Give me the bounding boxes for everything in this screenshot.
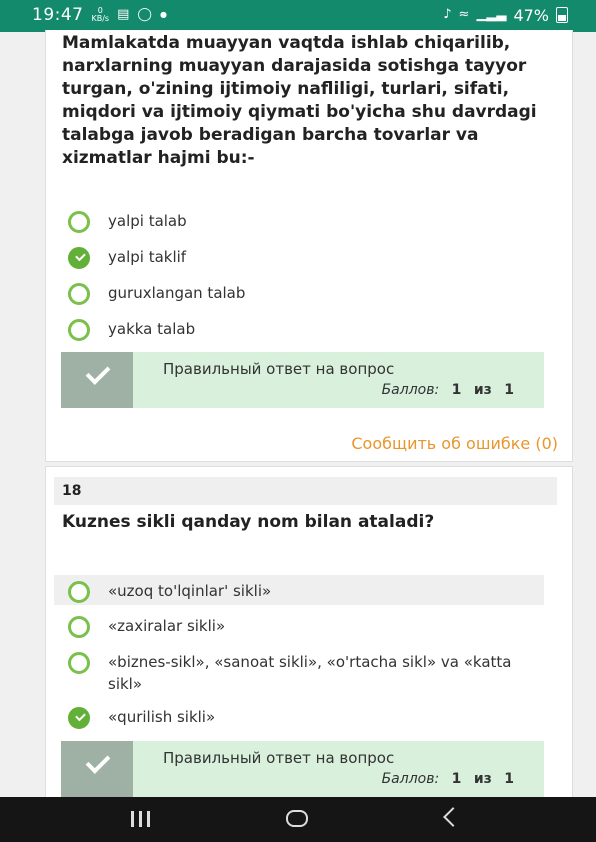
score-of: из [473,771,492,787]
feedback-title: Правильный ответ на вопрос [163,749,395,767]
checkmark-icon [61,741,133,797]
status-bar [0,0,596,32]
score-label: Баллов: [381,771,440,787]
answer-label: «zaxiralar sikli» [108,617,226,635]
answer-label: «biznes-sikl», «sanoat sikli», «o'rtacha sikl» va «katta sikl» [108,653,512,693]
question-number: 18 [62,483,82,499]
answer-option-hovered[interactable] [54,575,544,605]
score-value: 1 [451,382,462,398]
radio-button[interactable] [68,319,90,341]
answer-option[interactable] [54,210,544,233]
answer-option[interactable] [54,318,544,341]
score-label: Баллов: [381,382,440,398]
score-value: 1 [451,771,462,787]
answer-option[interactable] [54,282,544,305]
answer-label: yalpi talab [108,212,187,230]
answer-label: yalpi taklif [108,248,187,266]
score-of: из [473,382,492,398]
gallery-icon: ▤ [117,7,130,22]
signal-icon: ▁▂▃ [476,7,507,22]
question-number-bar [54,477,557,505]
question-card-2 [45,466,573,806]
radio-button[interactable] [68,652,90,674]
answer-option-selected[interactable] [54,706,544,729]
question-text: Kuznes sikli qanday nom bilan ataladi? [62,512,435,532]
feedback-score [382,382,514,398]
answer-label: yakka talab [108,320,196,338]
checkmark-icon [61,352,133,408]
chat-icon: ◯ [137,7,152,22]
radio-button[interactable] [68,581,90,603]
answer-option[interactable] [54,615,544,638]
answer-label: «uzoq to'lqinlar' sikli» [108,582,272,600]
answer-label: guruxlangan talab [108,284,246,302]
wifi-icon: ≈ [458,7,470,22]
answer-option[interactable] [54,651,544,695]
correct-answer-feedback [61,352,544,408]
home-icon[interactable] [286,810,308,827]
question-text: Mamlakatda muayyan vaqtda ishlab chiqarilib, narxlarning muayyan darajasida sotishga tayyor turgan, o'zining ijtimoiy nafliligi, turlari, sifati, miqdori va ijtimoiy qiymati bo'yicha shu davrdagi talabga javob beradigan barcha tovarlar va xizmatlar hajmi bu:- [62,33,537,168]
question-card-1 [45,30,573,462]
score-max: 1 [504,771,514,787]
score-max: 1 [504,382,514,398]
recent-apps-icon[interactable] [131,811,150,827]
radio-button[interactable] [68,616,90,638]
mute-icon: ♪ [443,7,452,22]
radio-button[interactable] [68,211,90,233]
correct-answer-feedback [61,741,544,797]
battery-icon [556,7,568,23]
answer-label: «qurilish sikli» [108,708,216,726]
feedback-title: Правильный ответ на вопрос [163,360,395,378]
battery-percent: 47% [513,5,549,25]
answer-option-selected[interactable] [54,246,544,269]
report-error-link[interactable]: Сообщить об ошибке (0) [351,434,558,453]
checked-radio-icon[interactable] [68,707,90,729]
navigation-bar [0,797,596,842]
dot-icon: ● [159,10,167,19]
feedback-score [382,771,514,787]
clock: 19:47 [32,5,84,25]
checked-radio-icon[interactable] [68,247,90,269]
back-icon[interactable] [443,807,463,827]
radio-button[interactable] [68,283,90,305]
data-speed-indicator: 0 KB/s [91,6,110,23]
